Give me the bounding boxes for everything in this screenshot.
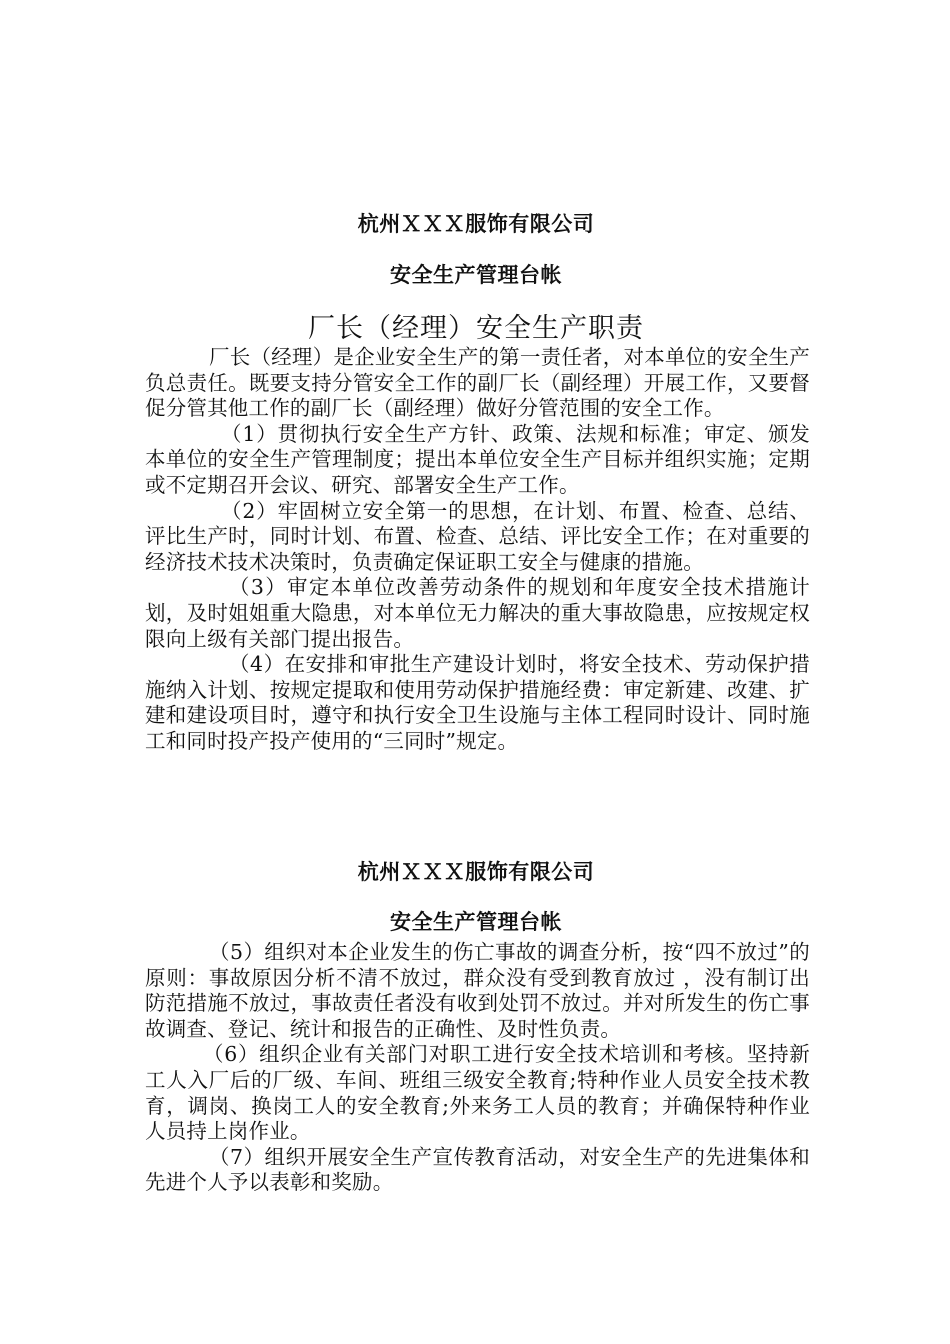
section2-body [145, 940, 810, 1196]
paragraph-intro: 厂长（经理）是企业安全生产的第一责任者，对本单位的安全生产负总责任。既要支持分管安全工作的副厂长（副经理）开展工作，又要督促分管其他工作的副厂长（副经理）做好分管范围的安全工作。 [145, 345, 810, 421]
paragraph-item-7: （7）组织开展安全生产宣传教育活动，对安全生产的先进集体和先进个人予以表彰和奖励。 [145, 1144, 810, 1195]
paragraph-item-2: （2）牢固树立安全第一的思想，在计划、布置、检查、总结、评比生产时，同时计划、布置、检查、总结、评比安全工作；在对重要的经济技术技术决策时，负责确定保证职工安全与健康的措施。 [145, 498, 810, 574]
paragraph-item-4: （4）在安排和审批生产建设计划时，将安全技术、劳动保护措施纳入计划、按规定提取和使用劳动保护措施经费：审定新建、改建、扩建和建设项目时，遵守和执行安全卫生设施与主体工程同时设计、同时施工和同时投产投产使用的“三同时”规定。 [145, 652, 810, 753]
paragraph-item-6: （6）组织企业有关部门对职工进行安全技术培训和考核。坚持新工人入厂后的厂级、车间、班组三级安全教育;特种作业人员安全技术教育，调岗、换岗工人的安全教育;外来务工人员的教育；并确保特种作业人员持上岗作业。 [145, 1042, 810, 1144]
section1-body [145, 345, 810, 755]
paragraph-item-3: （3）审定本单位改善劳动条件的规划和年度安全技术措施计划，及时姐姐重大隐患，对本单位无力解决的重大事故隐患，应按规定权限向上级有关部门提出报告。 [145, 575, 810, 651]
company-name-heading: 杭州ＸＸＸ服饰有限公司 [357, 212, 595, 236]
paragraph-item-1: （1）贯彻执行安全生产方针、政策、法规和标准；审定、颁发本单位的安全生产管理制度；提出本单位安全生产目标并组织实施；定期或不定期召开会议、研究、部署安全生产工作。 [145, 421, 810, 497]
duty-title: 厂长（经理）安全生产职责 [308, 313, 644, 344]
ledger-heading: 安全生产管理台帐 [390, 263, 562, 287]
company-name-heading-2: 杭州ＸＸＸ服饰有限公司 [357, 860, 595, 884]
ledger-heading-2: 安全生产管理台帐 [390, 910, 562, 934]
paragraph-item-5: （5）组织对本企业发生的伤亡事故的调查分析，按“四不放过”的原则：事故原因分析不清不放过，群众没有受到教育放过 ，没有制订出防范措施不放过，事故责任者没有收到处罚不放过。并对所发生的伤亡事故调查、登记、统计和报告的正确性、及时性负责。 [145, 940, 810, 1041]
